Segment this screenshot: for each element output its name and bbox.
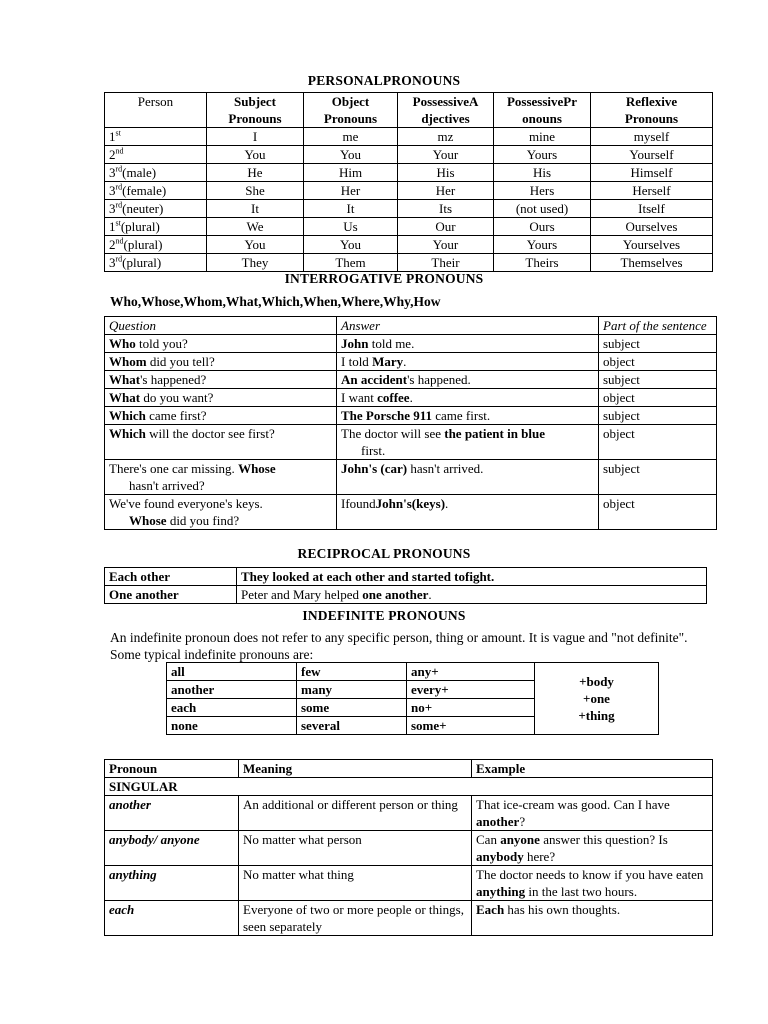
example-bold: Each <box>476 902 505 917</box>
table-row <box>105 389 717 407</box>
pronoun-cell: Ourselves <box>591 218 713 236</box>
indefinite-word: some+ <box>407 717 535 735</box>
question-cell <box>105 335 337 353</box>
table-row <box>105 586 707 604</box>
person-suffix: (plural) <box>123 237 163 252</box>
answer-bold: John's(keys) <box>375 496 446 511</box>
answer-bold: John's (car) <box>341 461 408 476</box>
suffix-item: +one <box>583 691 610 706</box>
question-word: Who <box>109 336 136 351</box>
header-part-of-sentence: Part of the sentence <box>599 317 717 335</box>
person-number: 3 <box>109 165 116 180</box>
answer-post: told me. <box>368 336 415 351</box>
example-pre: Can <box>476 832 501 847</box>
answer-pre: Ifound <box>341 496 376 511</box>
answer-cell <box>337 371 599 389</box>
indefinite-meaning-table <box>104 759 713 936</box>
pronoun-cell: Them <box>304 254 398 272</box>
answer-bold: The Porsche 911 <box>341 408 432 423</box>
table-row <box>105 200 713 218</box>
meaning-cell: An additional or different person or thing <box>239 796 472 831</box>
answer-post: came first. <box>432 408 491 423</box>
part-of-sentence-cell: object <box>599 495 717 530</box>
person-cell <box>105 182 207 200</box>
person-ordinal: st <box>115 128 121 138</box>
example-post: . <box>428 587 432 602</box>
pronoun-cell: Hers <box>494 182 591 200</box>
reciprocal-table <box>104 567 707 604</box>
meaning-cell: No matter what thing <box>239 866 472 901</box>
indefinite-word: several <box>297 717 407 735</box>
answer-cell <box>337 495 599 530</box>
question-cell <box>105 353 337 371</box>
example-cell <box>472 796 713 831</box>
person-suffix: (female) <box>122 183 167 198</box>
pronoun-cell: You <box>304 146 398 164</box>
header-pronoun: Pronoun <box>105 760 239 778</box>
table-row <box>105 407 717 425</box>
indefinite-word: every+ <box>407 681 535 699</box>
example-cell <box>472 831 713 866</box>
example-bold-2: anybody <box>476 849 524 864</box>
question-rest: came first? <box>145 408 207 423</box>
example-bold: one another <box>362 587 429 602</box>
question-rest: hasn't arrived? <box>129 478 205 493</box>
question-context-text: There's one car missing. <box>109 461 239 476</box>
person-number: 1 <box>109 219 116 234</box>
pronoun-cell: They <box>207 254 304 272</box>
indefinite-word-grid <box>166 662 659 735</box>
pronoun-cell: Themselves <box>591 254 713 272</box>
person-ordinal: nd <box>115 236 124 246</box>
personal-pronouns-title: PERSONALPRONOUNS <box>307 73 461 88</box>
example-pre: That ice-cream was good. Can I have <box>476 797 670 812</box>
question-rest: did you tell? <box>146 354 215 369</box>
example-post: has his own thoughts. <box>504 902 621 917</box>
pronoun-cell: Your <box>398 236 494 254</box>
question-cell <box>105 407 337 425</box>
question-rest: did you find? <box>166 513 240 528</box>
pronoun-cell: Theirs <box>494 254 591 272</box>
pronoun-cell: another <box>105 796 239 831</box>
person-suffix: (plural) <box>120 219 160 234</box>
pronoun-cell: I <box>207 128 304 146</box>
meaning-cell: Everyone of two or more people or things, seen separately <box>239 901 472 936</box>
part-of-sentence-cell: subject <box>599 460 717 495</box>
question-word: Whose <box>238 461 276 476</box>
person-cell <box>105 254 207 272</box>
answer-cell <box>337 389 599 407</box>
pronoun-cell: Itself <box>591 200 713 218</box>
question-word: Whose <box>129 513 167 528</box>
example-pre: Peter and Mary helped <box>241 587 363 602</box>
question-word: What <box>109 390 141 405</box>
header-person: Person <box>105 93 207 128</box>
person-ordinal: rd <box>115 200 123 210</box>
person-ordinal: rd <box>115 164 123 174</box>
pronoun-cell: His <box>494 164 591 182</box>
table-row <box>105 371 717 389</box>
pronoun-cell: each <box>105 901 239 936</box>
pronoun-cell: Himself <box>591 164 713 182</box>
header-object: Object Pronouns <box>304 93 398 128</box>
example-pre: They looked at each other and started tofight. <box>241 569 495 584</box>
answer-pre: I told <box>341 354 373 369</box>
example-post-2: here? <box>523 849 556 864</box>
indefinite-word: all <box>167 663 297 681</box>
question-main <box>109 477 332 494</box>
pronoun-cell: me <box>304 128 398 146</box>
pronoun-cell: Her <box>304 182 398 200</box>
suffix-item: +thing <box>578 708 615 723</box>
meaning-cell: No matter what person <box>239 831 472 866</box>
pronoun-cell: You <box>207 236 304 254</box>
answer-pre: The doctor will see <box>341 426 445 441</box>
pronoun-cell: myself <box>591 128 713 146</box>
singular-row <box>105 778 713 796</box>
answer-bold: An accident <box>341 372 408 387</box>
indefinite-word: many <box>297 681 407 699</box>
question-cell <box>105 371 337 389</box>
example-cell <box>472 901 713 936</box>
suffix-cell <box>535 663 659 735</box>
pronoun-cell: anybody/ anyone <box>105 831 239 866</box>
table-row <box>105 182 713 200</box>
question-cell <box>105 389 337 407</box>
header-reflexive: Reflexive Pronouns <box>591 93 713 128</box>
part-of-sentence-cell: subject <box>599 335 717 353</box>
pronoun-cell: Its <box>398 200 494 218</box>
part-of-sentence-cell: subject <box>599 407 717 425</box>
table-row <box>105 218 713 236</box>
person-ordinal: st <box>115 218 121 228</box>
answer-post: . <box>445 496 449 511</box>
person-ordinal: nd <box>115 146 124 156</box>
table-row <box>105 901 713 936</box>
part-of-sentence-cell: subject <box>599 371 717 389</box>
pronoun-cell: Our <box>398 218 494 236</box>
pronoun-cell: His <box>398 164 494 182</box>
example-pre: The doctor needs to know if you have eaten <box>476 867 704 882</box>
answer-pre: I want <box>341 390 378 405</box>
indefinite-pronouns-title: INDEFINITE PRONOUNS <box>302 608 466 623</box>
header-subject: Subject Pronouns <box>207 93 304 128</box>
part-of-sentence-cell: object <box>599 353 717 371</box>
reciprocal-term: Each other <box>105 568 237 586</box>
answer-line-2: first. <box>361 443 386 458</box>
header-question: Question <box>105 317 337 335</box>
person-cell <box>105 236 207 254</box>
pronoun-cell: anything <box>105 866 239 901</box>
question-context <box>109 460 332 477</box>
reciprocal-example <box>237 568 707 586</box>
person-number: 3 <box>109 201 116 216</box>
question-word: Which <box>109 426 146 441</box>
person-cell <box>105 146 207 164</box>
header-answer: Answer <box>337 317 599 335</box>
question-rest: 's happened? <box>140 372 207 387</box>
table-row <box>105 495 717 530</box>
example-bold: another <box>476 814 520 829</box>
person-cell <box>105 218 207 236</box>
grid-row <box>167 663 659 681</box>
table-header-row <box>105 317 717 335</box>
answer-post: 's happened. <box>407 372 471 387</box>
question-cell <box>105 425 337 460</box>
pronoun-cell: Your <box>398 146 494 164</box>
question-rest: told you? <box>135 336 188 351</box>
table-header-row <box>105 760 713 778</box>
indefinite-word: any+ <box>407 663 535 681</box>
indefinite-word: some <box>297 699 407 717</box>
example-post: in the last two hours. <box>525 884 638 899</box>
person-suffix: (male) <box>122 165 157 180</box>
interrogative-table <box>104 316 717 530</box>
indefinite-word: each <box>167 699 297 717</box>
person-number: 1 <box>109 129 116 144</box>
answer-bold: the patient in blue <box>444 426 546 441</box>
example-post: answer this question? Is <box>539 832 668 847</box>
answer-line <box>341 425 594 442</box>
pronoun-cell: Yourselves <box>591 236 713 254</box>
answer-cell <box>337 460 599 495</box>
pronoun-cell: It <box>207 200 304 218</box>
answer-bold: coffee <box>377 390 410 405</box>
answer-post: hasn't arrived. <box>407 461 484 476</box>
pronoun-cell: Herself <box>591 182 713 200</box>
personal-pronouns-table <box>104 92 713 272</box>
table-row <box>105 236 713 254</box>
pronoun-cell: Her <box>398 182 494 200</box>
example-cell <box>472 866 713 901</box>
example-bold: anything <box>476 884 526 899</box>
example-bold: anyone <box>500 832 540 847</box>
indefinite-word: another <box>167 681 297 699</box>
table-header-row <box>105 93 713 128</box>
table-row <box>105 460 717 495</box>
table-row <box>105 335 717 353</box>
answer-post: . <box>409 390 413 405</box>
pronoun-cell: She <box>207 182 304 200</box>
table-row <box>105 866 713 901</box>
answer-cell <box>337 425 599 460</box>
person-number: 2 <box>109 147 116 162</box>
part-of-sentence-cell: object <box>599 389 717 407</box>
table-row <box>105 353 717 371</box>
table-row <box>105 164 713 182</box>
header-meaning: Meaning <box>239 760 472 778</box>
question-cell <box>105 460 337 495</box>
pronoun-cell: We <box>207 218 304 236</box>
question-word: Whom <box>109 354 147 369</box>
header-possessive-adjectives: PossessiveA djectives <box>398 93 494 128</box>
question-rest: will the doctor see first? <box>145 426 275 441</box>
pronoun-cell: mine <box>494 128 591 146</box>
question-word: Which <box>109 408 146 423</box>
table-row <box>105 568 707 586</box>
pronoun-cell: Us <box>304 218 398 236</box>
person-suffix: (plural) <box>122 255 162 270</box>
pronoun-cell: mz <box>398 128 494 146</box>
indefinite-word: none <box>167 717 297 735</box>
person-number: 3 <box>109 183 116 198</box>
pronoun-cell: Him <box>304 164 398 182</box>
table-row <box>105 128 713 146</box>
answer-bold: John <box>341 336 369 351</box>
person-suffix: (neuter) <box>122 201 164 216</box>
person-ordinal: rd <box>115 254 123 264</box>
reciprocal-pronouns-title: RECIPROCAL PRONOUNS <box>297 546 471 561</box>
pronoun-cell: Yourself <box>591 146 713 164</box>
table-row <box>105 796 713 831</box>
person-number: 2 <box>109 237 116 252</box>
interrogative-word-list: Who,Whose,Whom,What,Which,When,Where,Why,How <box>110 294 441 309</box>
question-main <box>109 512 332 529</box>
header-example: Example <box>472 760 713 778</box>
person-cell <box>105 164 207 182</box>
table-row <box>105 254 713 272</box>
pronoun-cell: (not used) <box>494 200 591 218</box>
header-possessive-pronouns: PossessivePr onouns <box>494 93 591 128</box>
indefinite-word: few <box>297 663 407 681</box>
pronoun-cell: You <box>304 236 398 254</box>
answer-cell <box>337 335 599 353</box>
reciprocal-example <box>237 586 707 604</box>
question-context: We've found everyone's keys. <box>109 496 263 511</box>
reciprocal-term: One another <box>105 586 237 604</box>
suffix-item: +body <box>579 674 614 689</box>
question-word: What <box>109 372 141 387</box>
table-row <box>105 831 713 866</box>
interrogative-pronouns-title: INTERROGATIVE PRONOUNS <box>284 271 484 286</box>
person-number: 3 <box>109 255 116 270</box>
example-post: ? <box>519 814 526 829</box>
pronoun-cell: Their <box>398 254 494 272</box>
answer-bold: Mary <box>372 354 404 369</box>
part-of-sentence-cell: object <box>599 425 717 460</box>
answer-post: . <box>403 354 407 369</box>
indefinite-word: no+ <box>407 699 535 717</box>
table-row <box>105 146 713 164</box>
question-cell <box>105 495 337 530</box>
person-cell <box>105 128 207 146</box>
answer-cell <box>337 407 599 425</box>
answer-cell <box>337 353 599 371</box>
pronoun-cell: He <box>207 164 304 182</box>
indefinite-intro: An indefinite pronoun does not refer to any specific person, thing or amount. It is vague and "not definite". Some typical indefinite pronouns are: <box>110 630 688 662</box>
pronoun-cell: Yours <box>494 146 591 164</box>
person-ordinal: rd <box>115 182 123 192</box>
pronoun-cell: Yours <box>494 236 591 254</box>
pronoun-cell: You <box>207 146 304 164</box>
pronoun-cell: Ours <box>494 218 591 236</box>
person-cell <box>105 200 207 218</box>
pronoun-cell: It <box>304 200 398 218</box>
singular-label: SINGULAR <box>105 778 713 796</box>
table-row <box>105 425 717 460</box>
question-rest: do you want? <box>140 390 214 405</box>
